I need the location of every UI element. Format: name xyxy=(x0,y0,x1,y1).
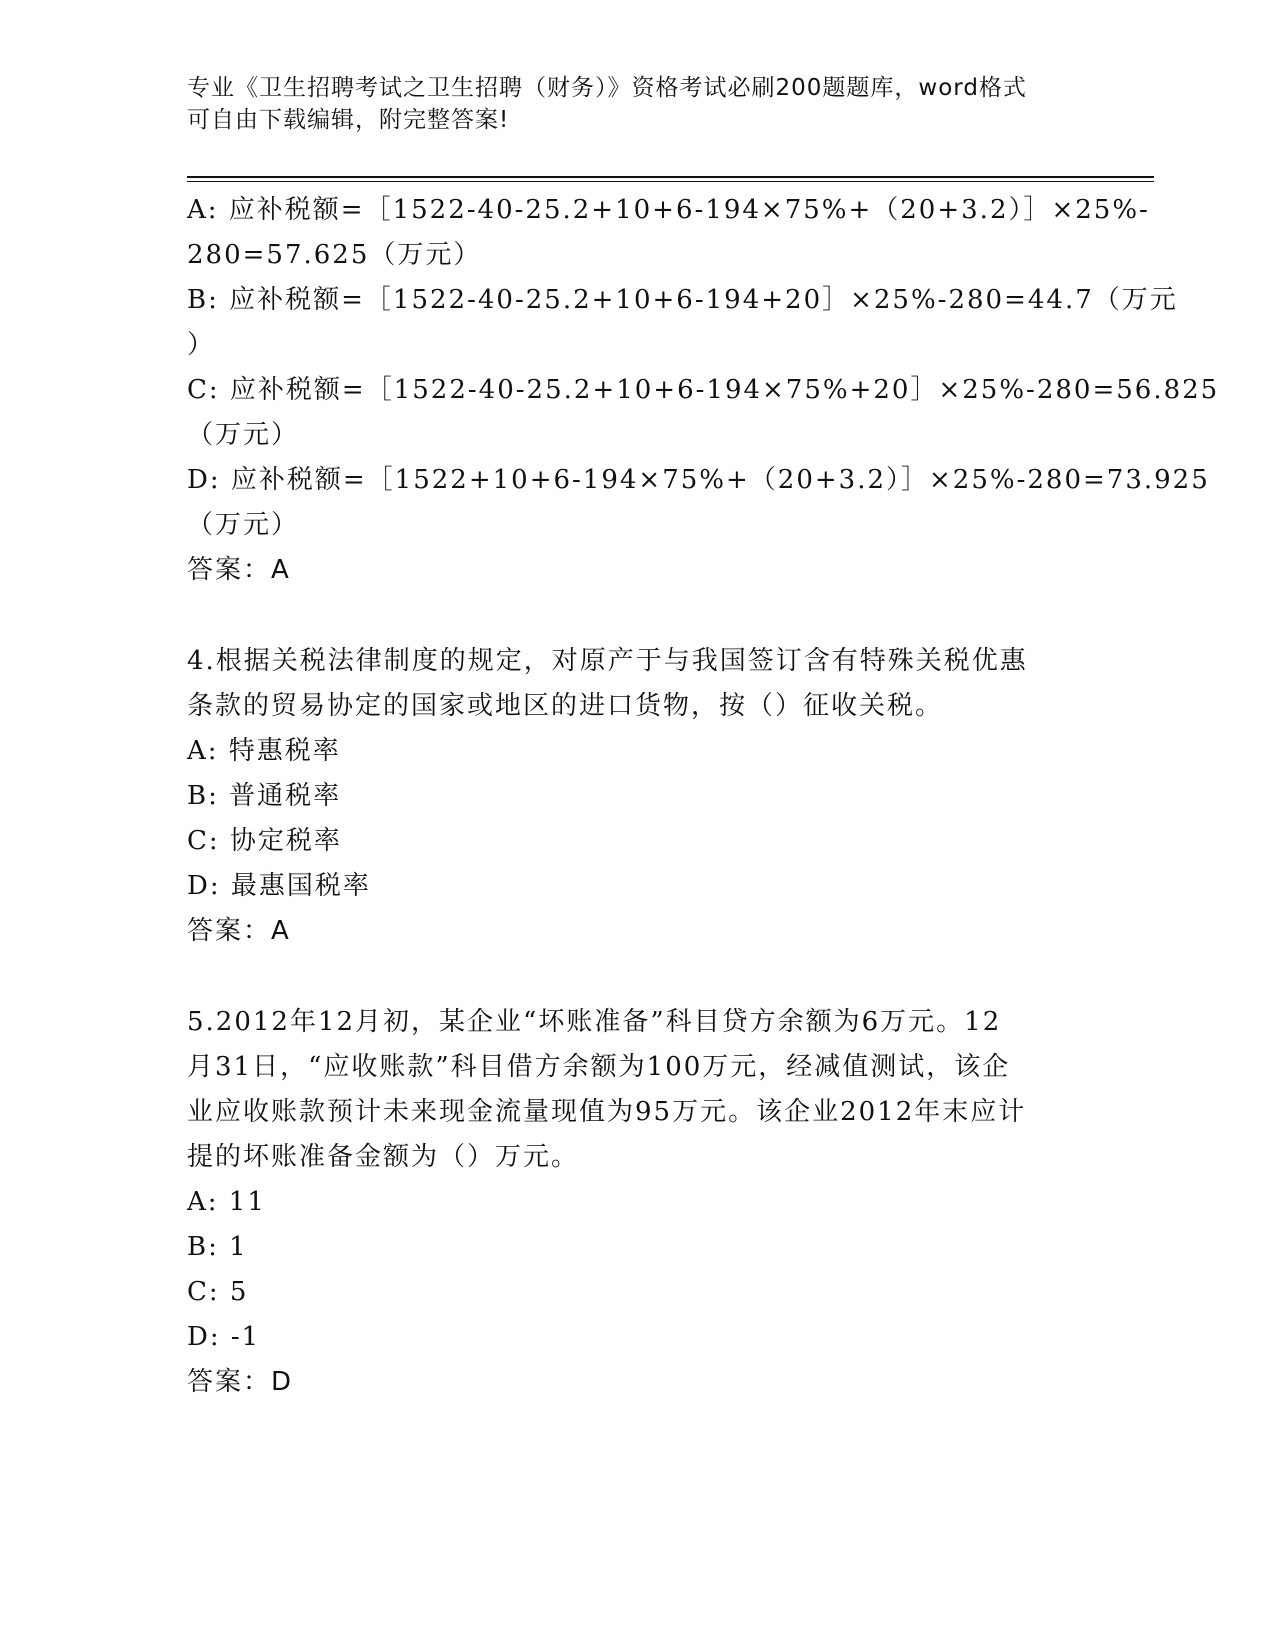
answer-label: 答案：D xyxy=(187,1367,294,1397)
answer-label: 答案：A xyxy=(187,555,291,585)
option-d: D: -1 xyxy=(187,1322,261,1352)
document-header xyxy=(187,72,1067,136)
header-divider xyxy=(187,176,1154,182)
question-stem-line-1: 5.2012年12月初，某企业“坏账准备”科目贷方余额为6万元。12 xyxy=(187,1007,1002,1037)
option-c-line-2: （万元） xyxy=(187,420,300,450)
option-b-line-1: B: 应补税额=［1522-40-25.2+10+6-194+20］×25%-280=44.7（万元 xyxy=(187,285,1178,315)
header-line-2: 可自由下载编辑，附完整答案! xyxy=(187,107,510,133)
question-4 xyxy=(187,639,1087,954)
option-c: C: 5 xyxy=(187,1277,249,1307)
question-stem-line-3: 业应收账款预计未来现金流量现值为95万元。该企业2012年末应计 xyxy=(187,1097,1027,1127)
option-a: A: 特惠税率 xyxy=(187,736,341,766)
option-b: B: 普通税率 xyxy=(187,781,342,811)
question-3-options xyxy=(187,188,1220,593)
question-5 xyxy=(187,1000,1087,1405)
option-b-line-2: ） xyxy=(187,330,216,360)
option-b: B: 1 xyxy=(187,1232,248,1262)
question-stem-line-2: 月31日，“应收账款”科目借方余额为100万元，经减值测试，该企 xyxy=(187,1052,1011,1082)
question-stem-line-4: 提的坏账准备金额为（）万元。 xyxy=(187,1142,580,1172)
option-a: A: 11 xyxy=(187,1187,266,1217)
question-stem-line-1: 4.根据关税法律制度的规定，对原产于与我国签订含有特殊关税优惠 xyxy=(187,646,1028,676)
header-line-1: 专业《卫生招聘考试之卫生招聘（财务）》资格考试必刷200题题库，word格式 xyxy=(187,75,1027,101)
option-a-line-2: 280=57.625（万元） xyxy=(187,240,482,270)
answer-label: 答案：A xyxy=(187,916,291,946)
option-a-line-1: A: 应补税额=［1522-40-25.2+10+6-194×75%+（20+3.2）］×25%- xyxy=(187,195,1150,225)
option-c: C: 协定税率 xyxy=(187,826,342,856)
question-stem-line-2: 条款的贸易协定的国家或地区的进口货物，按（）征收关税。 xyxy=(187,691,944,721)
question-content xyxy=(187,188,1220,1405)
option-d-line-1: D: 应补税额=［1522+10+6-194×75%+（20+3.2）］×25%-280=73.925 xyxy=(187,465,1210,495)
option-d-line-2: （万元） xyxy=(187,510,300,540)
option-d: D: 最惠国税率 xyxy=(187,871,371,901)
option-c-line-1: C: 应补税额=［1522-40-25.2+10+6-194×75%+20］×25%-280=56.825 xyxy=(187,375,1220,405)
